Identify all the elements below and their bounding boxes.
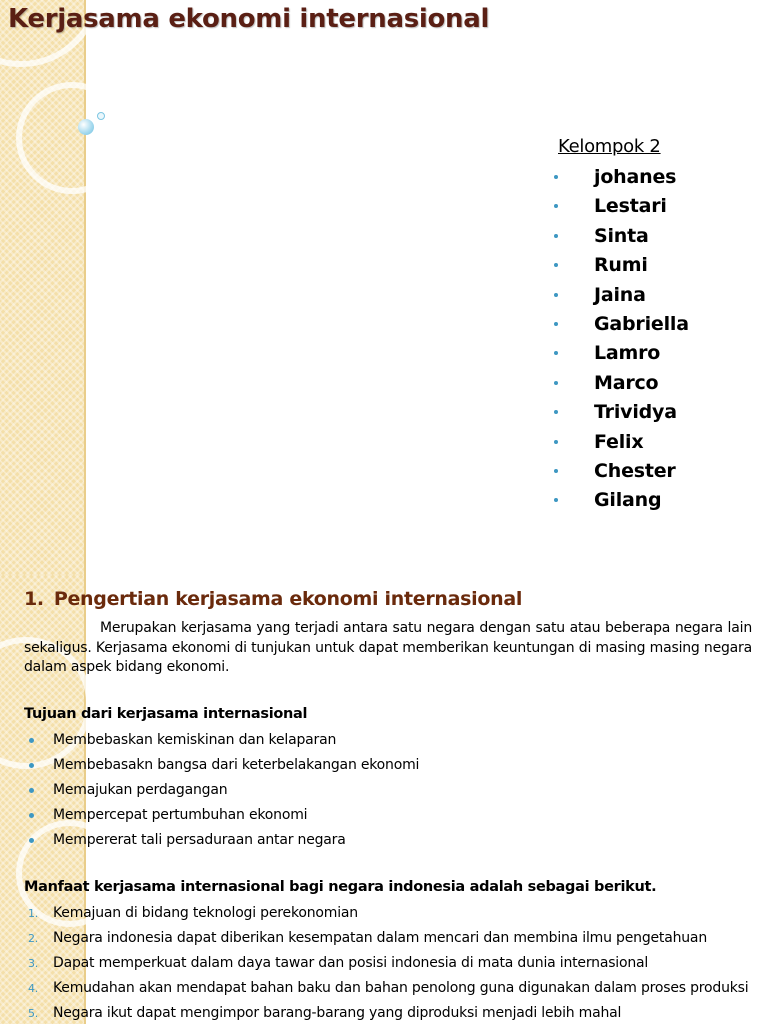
bullet-icon xyxy=(29,838,34,843)
bullet-icon xyxy=(29,738,34,743)
section-title xyxy=(24,588,522,610)
bullet-icon xyxy=(554,410,558,414)
bullet-icon xyxy=(554,440,558,444)
bubble-decoration xyxy=(78,119,94,135)
list-item xyxy=(26,951,748,976)
bullet-icon xyxy=(29,763,34,768)
list-item xyxy=(26,728,419,753)
item-number: 5. xyxy=(28,1007,39,1020)
definition-paragraph: Merupakan kerjasama yang terjadi antara satu negara dengan satu atau beberapa negara lain sekaligus. Kerjasama ekonomi di tunjukan untuk dapat memberikan keuntungan di masing masing negara dalam aspek bidang ekonomi. xyxy=(24,620,752,675)
member-item xyxy=(553,486,689,515)
bullet-icon xyxy=(554,293,558,297)
member-name: Gilang xyxy=(594,489,662,512)
item-number: 4. xyxy=(28,982,39,995)
list-item xyxy=(26,828,419,853)
member-name: Gabriella xyxy=(594,312,689,335)
member-name: Rumi xyxy=(594,254,648,277)
bubble-decoration xyxy=(97,112,105,120)
manfaat-list xyxy=(26,901,748,1024)
member-list xyxy=(553,163,689,516)
member-name: Jaina xyxy=(594,283,646,306)
member-name: Felix xyxy=(594,430,644,453)
member-name: Marco xyxy=(594,371,659,394)
list-item-text: Negara indonesia dapat diberikan kesempatan dalam mencari dan membina ilmu pengetahuan xyxy=(53,930,707,946)
bullet-icon xyxy=(554,469,558,473)
member-item xyxy=(553,310,689,339)
list-item-text: Memajukan perdagangan xyxy=(53,782,228,798)
decorative-ring xyxy=(16,82,128,194)
bullet-icon xyxy=(554,381,558,385)
member-name: Sinta xyxy=(594,224,649,247)
bullet-icon xyxy=(554,234,558,238)
member-item xyxy=(553,251,689,280)
member-item xyxy=(553,369,689,398)
member-name: johanes xyxy=(594,166,677,188)
bullet-icon xyxy=(554,204,558,208)
bullet-icon xyxy=(29,813,34,818)
manfaat-heading: Manfaat kerjasama internasional bagi negara indonesia adalah sebagai berikut. xyxy=(24,879,657,895)
member-name: Trividya xyxy=(594,401,677,424)
member-name: Chester xyxy=(594,459,676,482)
list-item-text: Dapat memperkuat dalam daya tawar dan posisi indonesia di mata dunia internasional xyxy=(53,955,649,971)
list-item xyxy=(26,778,419,803)
list-item xyxy=(26,926,748,951)
list-item-text: Negara ikut dapat mengimpor barang-barang yang diproduksi menjadi lebih mahal xyxy=(53,1005,622,1021)
list-item xyxy=(26,901,748,926)
bullet-icon xyxy=(29,788,34,793)
member-name: Lamro xyxy=(594,342,661,365)
member-item xyxy=(553,222,689,251)
bullet-icon xyxy=(554,175,558,179)
bullet-icon xyxy=(554,498,558,502)
list-item xyxy=(26,976,748,1001)
item-number: 3. xyxy=(28,957,39,970)
bullet-icon xyxy=(554,351,558,355)
list-item xyxy=(26,1001,748,1024)
member-item xyxy=(553,339,689,368)
member-item xyxy=(553,457,689,486)
section-title-text: Pengertian kerjasama ekonomi internasional xyxy=(53,588,523,610)
list-item-text: Membebasakn bangsa dari keterbelakangan ekonomi xyxy=(53,757,420,773)
member-item xyxy=(553,398,689,427)
list-item-text: Mempererat tali persaduraan antar negara xyxy=(53,832,346,848)
list-item xyxy=(26,753,419,778)
member-item xyxy=(553,281,689,310)
list-item-text: Kemajuan di bidang teknologi perekonomian xyxy=(53,905,358,921)
list-item-text: Kemudahan akan mendapat bahan baku dan bahan penolong guna digunakan dalam proses produksi xyxy=(53,980,749,996)
list-item-text: Mempercepat pertumbuhan ekonomi xyxy=(53,807,308,823)
member-item xyxy=(553,428,689,457)
item-number: 2. xyxy=(28,932,39,945)
item-number: 1. xyxy=(28,907,39,920)
bullet-icon xyxy=(554,322,558,326)
member-item xyxy=(553,163,689,192)
bullet-icon xyxy=(554,263,558,267)
group-label: Kelompok 2 xyxy=(558,136,661,157)
tujuan-list xyxy=(26,728,419,853)
slide-content xyxy=(0,575,768,1024)
slide-title-text: Kerjasama ekonomi internasional xyxy=(8,4,490,34)
member-item xyxy=(553,192,689,221)
member-name: Lestari xyxy=(594,195,667,218)
list-item-text: Membebaskan kemiskinan dan kelaparan xyxy=(53,732,337,748)
section-number: 1. xyxy=(24,588,44,610)
tujuan-heading: Tujuan dari kerjasama internasional xyxy=(24,706,308,722)
list-item xyxy=(26,803,419,828)
